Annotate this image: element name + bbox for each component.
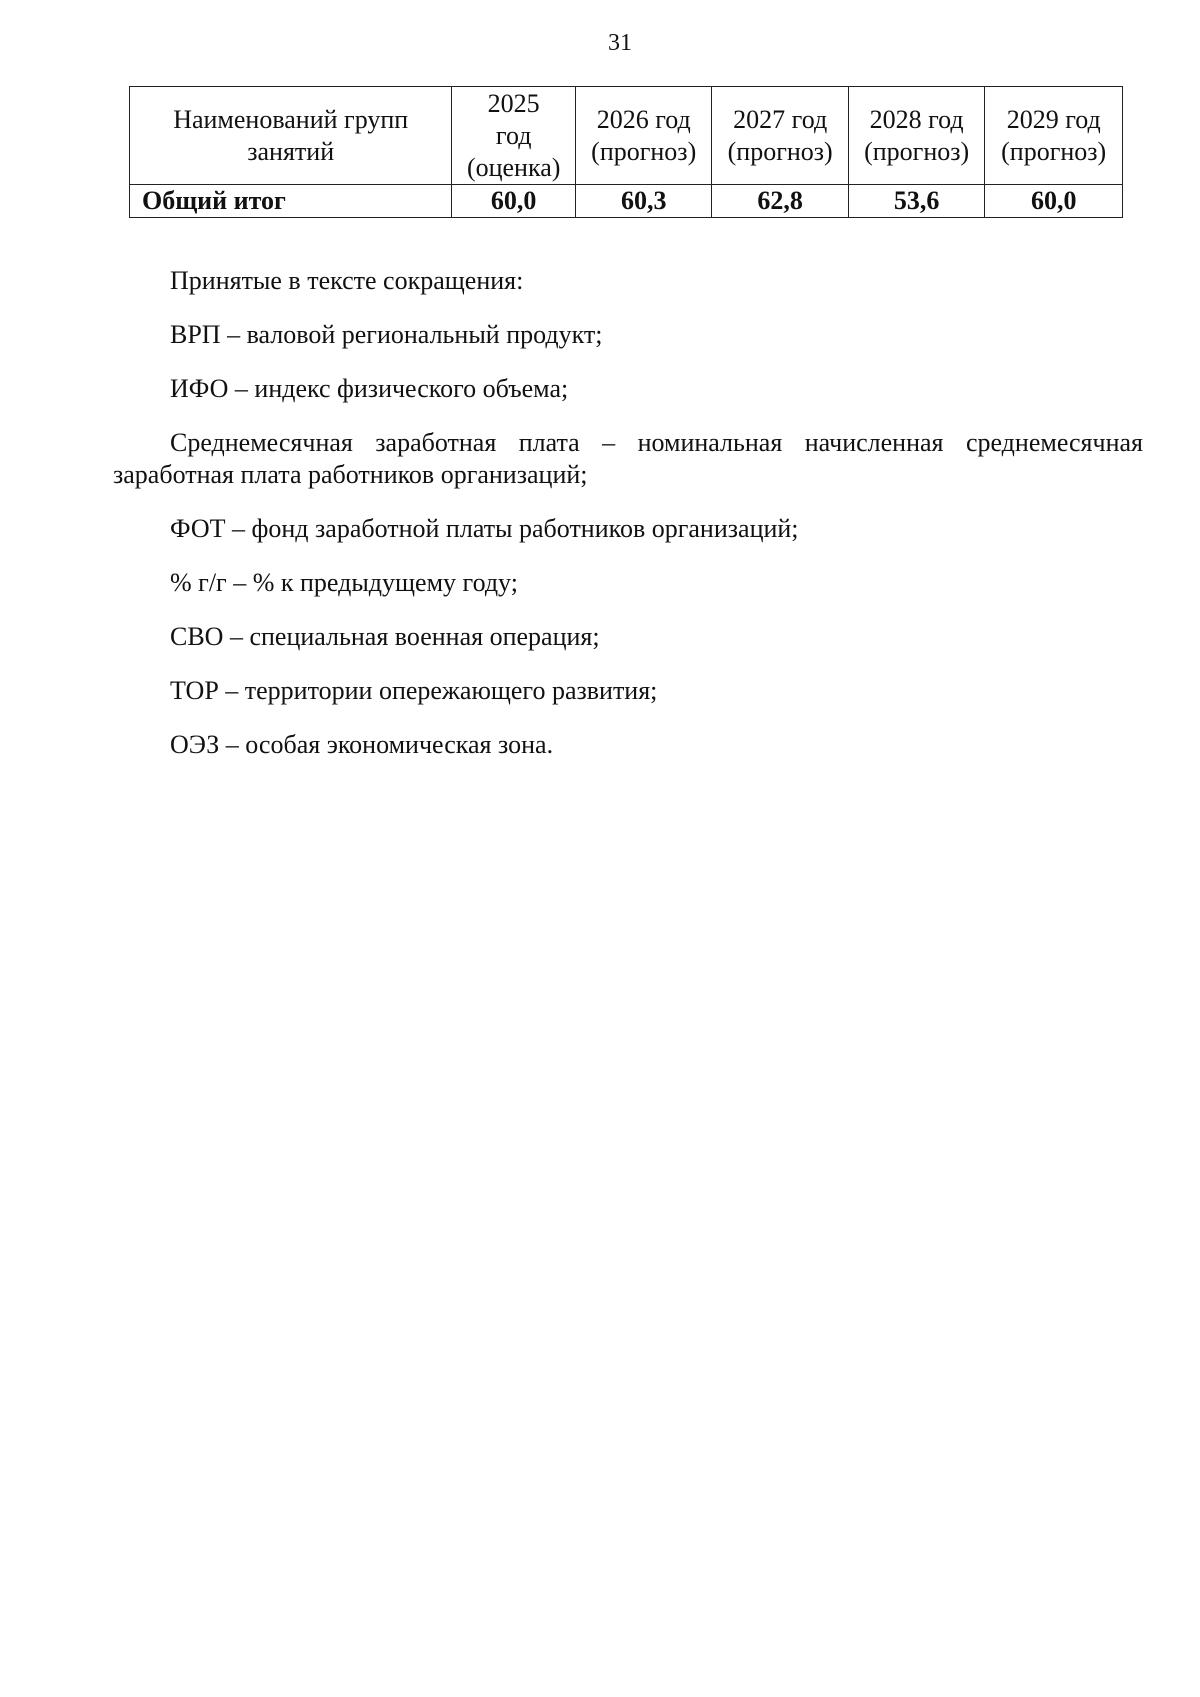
abbreviation-item: % г/г – % к предыдущему году; [170, 568, 518, 597]
header-line: Наименований групп [173, 104, 409, 134]
header-line: 2027 год [733, 104, 828, 134]
header-year-2025 [452, 87, 576, 185]
table-row-total [130, 185, 1123, 218]
table-header-row [130, 87, 1123, 185]
header-line: год [495, 120, 532, 150]
abbreviation-item: ТОР – территории опережающего развития; [170, 676, 658, 705]
cell-value-2025: 60,0 [452, 185, 576, 218]
header-line: (прогноз) [727, 136, 833, 166]
abbreviations-intro: Принятые в тексте сокращения: [170, 266, 524, 295]
header-line: занятий [247, 136, 335, 166]
abbreviations-section [113, 265, 1143, 783]
cell-value-2026: 60,3 [575, 185, 711, 218]
header-group-name [130, 87, 452, 185]
abbreviation-item: ФОТ – фонд заработной платы работников организаций; [170, 514, 799, 543]
header-line: (прогноз) [1001, 136, 1107, 166]
header-line: 2025 [487, 88, 540, 118]
header-line: 2026 год [596, 104, 691, 134]
header-year-2027 [712, 87, 848, 185]
occupation-groups-table [129, 86, 1123, 218]
header-line: (прогноз) [864, 136, 970, 166]
abbreviation-item: Среднемесячная заработная плата – номинальная начисленная среднемесячная заработная плата работников организаций; [113, 428, 1143, 489]
cell-value-2027: 62,8 [712, 185, 848, 218]
header-year-2026 [575, 87, 711, 185]
row-label: Общий итог [130, 185, 452, 218]
abbreviation-item: ИФО – индекс физического объема; [170, 374, 569, 403]
cell-value-2028: 53,6 [848, 185, 984, 218]
header-year-2028 [848, 87, 984, 185]
header-line: (прогноз) [591, 136, 697, 166]
header-year-2029 [985, 87, 1123, 185]
header-line: (оценка) [466, 152, 561, 182]
abbreviation-item: СВО – специальная военная операция; [170, 622, 600, 651]
cell-value-2029: 60,0 [985, 185, 1123, 218]
page-number: 31 [608, 30, 632, 56]
abbreviation-item: ВРП – валовой региональный продукт; [170, 320, 603, 349]
abbreviation-item: ОЭЗ – особая экономическая зона. [170, 730, 554, 759]
header-line: 2028 год [869, 104, 964, 134]
header-line: 2029 год [1006, 104, 1101, 134]
